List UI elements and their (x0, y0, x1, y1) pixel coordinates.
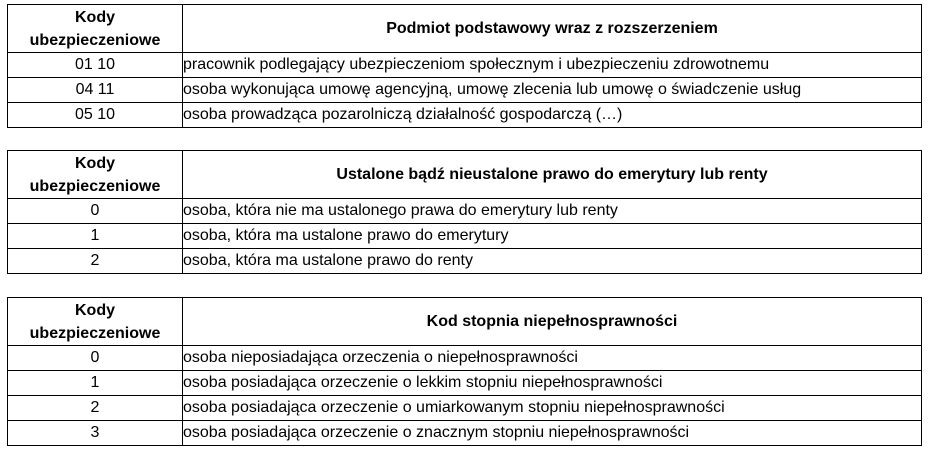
code-column-header (8, 298, 183, 346)
table-row (8, 396, 922, 421)
table-row (8, 53, 922, 78)
code-cell: 2 (8, 249, 183, 274)
description-cell: osoba, która ma ustalone prawo do renty (183, 249, 922, 274)
code-cell: 0 (8, 346, 183, 371)
table-row (8, 199, 922, 224)
code-header-line1: Kody (75, 8, 115, 26)
code-header-line1: Kody (75, 154, 115, 172)
code-header-line1: Kody (75, 301, 115, 319)
code-cell: 1 (8, 371, 183, 396)
description-cell: osoba posiadająca orzeczenie o umiarkowanym stopniu niepełnosprawności (183, 396, 922, 421)
insurance-subject-table (7, 4, 922, 128)
code-cell: 01 10 (8, 53, 183, 78)
table-row (8, 78, 922, 103)
table-header-row (8, 151, 922, 199)
table-row (8, 224, 922, 249)
code-column-header (8, 5, 183, 53)
pension-right-table (7, 150, 922, 274)
table-row (8, 103, 922, 128)
code-cell: 1 (8, 224, 183, 249)
table-row (8, 346, 922, 371)
code-header-line2: ubezpieczeniowe (29, 177, 161, 195)
description-cell: osoba, która ma ustalone prawo do emerytury (183, 224, 922, 249)
description-cell: osoba, która nie ma ustalonego prawa do emerytury lub renty (183, 199, 922, 224)
code-cell: 0 (8, 199, 183, 224)
description-cell: osoba nieposiadająca orzeczenia o niepełnosprawności (183, 346, 922, 371)
table-row (8, 249, 922, 274)
table-row (8, 421, 922, 446)
description-cell: osoba prowadząca pozarolniczą działalność gospodarczą (…) (183, 103, 922, 128)
code-header-line2: ubezpieczeniowe (29, 31, 161, 49)
code-header-line2: ubezpieczeniowe (29, 324, 161, 342)
code-cell: 3 (8, 421, 183, 446)
disability-degree-table (7, 297, 922, 446)
description-cell: osoba posiadająca orzeczenie o znacznym stopniu niepełnosprawności (183, 421, 922, 446)
code-cell: 04 11 (8, 78, 183, 103)
code-cell: 2 (8, 396, 183, 421)
table-title: Podmiot podstawowy wraz z rozszerzeniem (183, 5, 922, 53)
code-column-header (8, 151, 183, 199)
table-header-row (8, 5, 922, 53)
table-header-row (8, 298, 922, 346)
table-row (8, 371, 922, 396)
code-cell: 05 10 (8, 103, 183, 128)
description-cell: osoba posiadająca orzeczenie o lekkim stopniu niepełnosprawności (183, 371, 922, 396)
table-title: Kod stopnia niepełnosprawności (183, 298, 922, 346)
description-cell: osoba wykonująca umowę agencyjną, umowę zlecenia lub umowę o świadczenie usług (183, 78, 922, 103)
description-cell: pracownik podlegający ubezpieczeniom społecznym i ubezpieczeniu zdrowotnemu (183, 53, 922, 78)
table-title: Ustalone bądź nieustalone prawo do emerytury lub renty (183, 151, 922, 199)
